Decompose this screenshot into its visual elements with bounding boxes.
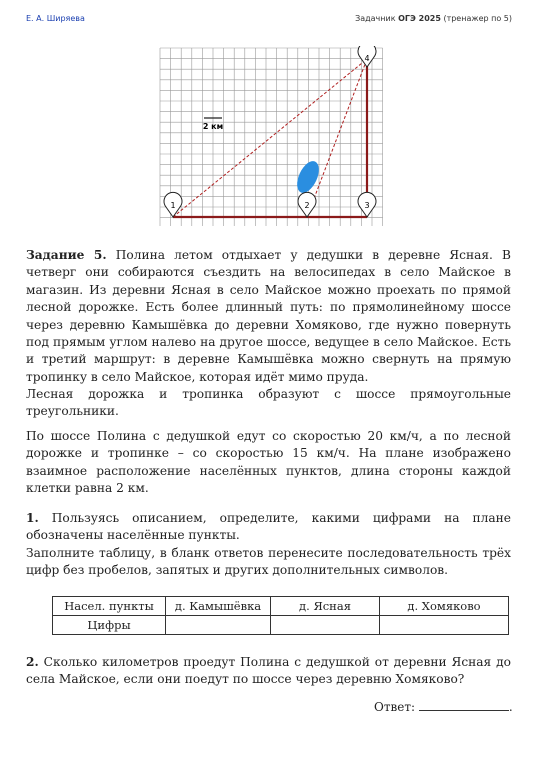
point-3 (358, 192, 376, 217)
question-2-number: 2. (26, 655, 39, 669)
question-2 (26, 654, 511, 689)
table-row-label: Цифры (53, 616, 166, 635)
trail-path (307, 59, 370, 217)
table-answer-cell[interactable] (166, 616, 271, 635)
answer-line: Ответ: . (374, 700, 513, 714)
answer-label: Ответ: (374, 700, 416, 714)
table-header-cell: Насел. пункты (53, 597, 166, 616)
table-header-cell: д. Ясная (271, 597, 380, 616)
header-collection (355, 14, 512, 23)
task5-para2: Лесная дорожка и тропинка образуют с шоссе прямоугольные треугольники. (26, 387, 511, 419)
header-collection-suffix: (тренажер по 5) (440, 14, 512, 23)
table-answer-cell[interactable] (380, 616, 509, 635)
header-author: Е. А. Ширяева (26, 14, 85, 23)
task5-para1: Полина летом отдыхает у дедушки в деревне Ясная. В четверг они собираются съездить на велосипедах в село Майское в магазин. Из деревни Ясная в село Майское можно проехать по прямой лесной дорожке. Есть более длинный путь: по прямолинейному шоссе через деревню Камышёвка до деревни Хомяково, где нужно повернуть под прямым углом налево на другое шоссе, ведущее в село Майское. Есть и третий маршрут: в деревне Камышёвка можно свернуть на прямую тропинку в село Майское, которая идёт мимо пруда. (26, 248, 512, 384)
answer-blank[interactable] (419, 699, 509, 711)
scale-label: 2 км (202, 122, 224, 131)
point-2-label: 2 (304, 201, 310, 210)
question-1 (26, 510, 511, 545)
question-1-number: 1. (26, 511, 39, 525)
point-4-label: 4 (364, 54, 370, 63)
task5-text (26, 247, 511, 386)
table-answer-cell[interactable] (271, 616, 380, 635)
point-3-label: 3 (364, 201, 370, 210)
answer-table (52, 596, 509, 635)
task5-title: Задание 5. (26, 248, 107, 262)
header-collection-title: ОГЭ 2025 (398, 14, 441, 23)
table-row (53, 616, 509, 635)
point-1 (164, 192, 182, 217)
table-header-cell: д. Хомяково (380, 597, 509, 616)
header-collection-prefix: Задачник (355, 14, 399, 23)
question-1-instructions: Заполните таблицу, в бланк ответов перенесите последовательность трёх цифр без пробелов, запятых и других дополнительных символов. (26, 546, 511, 578)
table-header-cell: д. Камышёвка (166, 597, 271, 616)
point-2 (298, 192, 316, 217)
table-row (53, 597, 509, 616)
question-1-text: Пользуясь описанием, определите, какими цифрами на плане обозначены населённые пункты. (26, 511, 511, 543)
question-2-text: Сколько километров проедут Полина с дедушкой от деревни Ясная до села Майское, если они поедут по шоссе через деревню Хомяково? (26, 655, 511, 687)
point-1-label: 1 (170, 201, 176, 210)
task5-para3: По шоссе Полина с дедушкой едут со скоростью 20 км/ч, а по лесной дорожке и тропинке – со скоростью 15 км/ч. На плане изображено взаимное расположение населённых пунктов, длина стороны каждой клетки равна 2 км. (26, 429, 511, 496)
map-plan (150, 46, 390, 226)
